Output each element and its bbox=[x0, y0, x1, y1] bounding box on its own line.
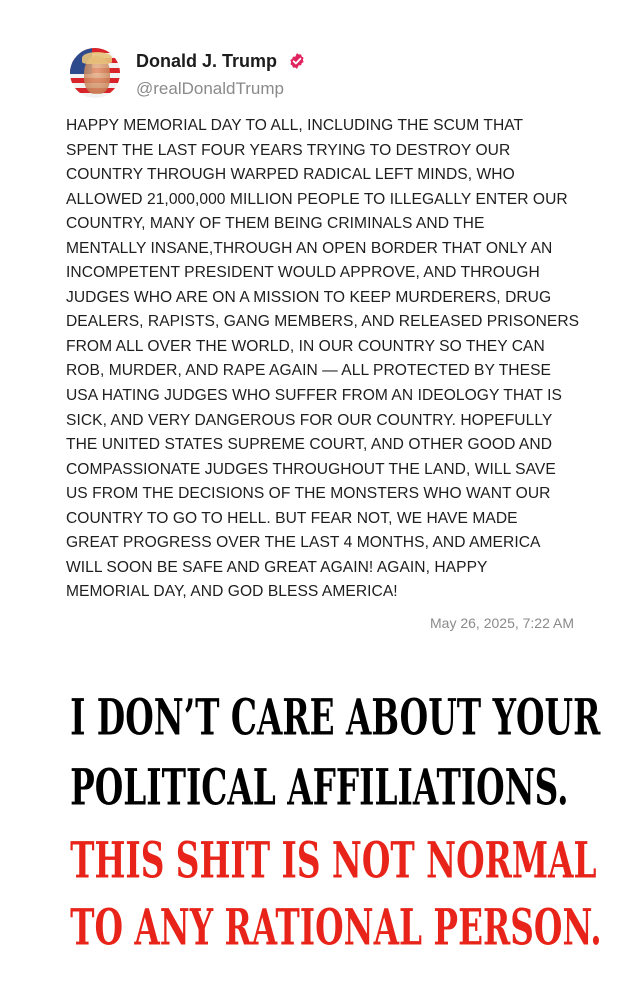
post-line: COUNTRY THROUGH WARPED RADICAL LEFT MINDS, WHO bbox=[66, 166, 515, 184]
caption-line-2: POLITICAL AFFILIATIONS. bbox=[70, 758, 569, 817]
avatar[interactable] bbox=[70, 48, 120, 98]
post-line: MENTALLY INSANE,THROUGH AN OPEN BORDER THAT ONLY AN bbox=[66, 239, 553, 257]
post-timestamp[interactable]: May 26, 2025, 7:22 AM bbox=[430, 615, 574, 631]
post-line: ROB, MURDER, AND RAPE AGAIN — ALL PROTECTED BY THESE bbox=[66, 362, 551, 380]
post-line: COUNTRY TO GO TO HELL. BUT FEAR NOT, WE HAVE MADE bbox=[66, 509, 518, 527]
author-name-row[interactable] bbox=[136, 50, 306, 72]
post-line: JUDGES WHO ARE ON A MISSION TO KEEP MURDERERS, DRUG bbox=[66, 288, 552, 306]
caption-line-3: THIS SHIT IS NOT NORMAL bbox=[70, 831, 597, 890]
avatar-hair bbox=[82, 52, 112, 64]
post-line: DEALERS, RAPISTS, GANG MEMBERS, AND RELEASED PRISONERS bbox=[66, 313, 580, 331]
post-body bbox=[66, 114, 586, 605]
post-line: GREAT PROGRESS OVER THE LAST 4 MONTHS, AND AMERICA bbox=[66, 534, 541, 552]
post-line: FROM ALL OVER THE WORLD, IN OUR COUNTRY SO THEY CAN bbox=[66, 337, 545, 355]
caption-line-1: I DON’T CARE ABOUT YOUR bbox=[70, 688, 601, 747]
post-line: COMPASSIONATE JUDGES THROUGHOUT THE LAND, WILL SAVE bbox=[66, 460, 556, 478]
caption-line-4: TO ANY RATIONAL PERSON. bbox=[70, 898, 602, 957]
post-line: WILL SOON BE SAFE AND GREAT AGAIN! AGAIN, HAPPY bbox=[66, 558, 488, 576]
author-handle[interactable]: @realDonaldTrump bbox=[136, 79, 284, 98]
post-line: INCOMPETENT PRESIDENT WOULD APPROVE, AND THROUGH bbox=[66, 264, 540, 282]
post-line: US FROM THE DECISIONS OF THE MONSTERS WHO WANT OUR bbox=[66, 485, 551, 503]
post-line: MEMORIAL DAY, AND GOD BLESS AMERICA! bbox=[66, 583, 398, 601]
author-name[interactable]: Donald J. Trump bbox=[136, 51, 278, 71]
post-line: THE UNITED STATES SUPREME COURT, AND OTHER GOOD AND bbox=[66, 436, 553, 454]
post-line: USA HATING JUDGES WHO SUFFER FROM AN IDEOLOGY THAT IS bbox=[66, 387, 562, 405]
post-line: HAPPY MEMORIAL DAY TO ALL, INCLUDING THE SCUM THAT bbox=[66, 117, 524, 134]
post-line: SICK, AND VERY DANGEROUS FOR OUR COUNTRY. HOPEFULLY bbox=[66, 411, 553, 429]
post-line: SPENT THE LAST FOUR YEARS TRYING TO DESTROY OUR bbox=[66, 141, 511, 159]
verified-badge-icon bbox=[288, 52, 306, 70]
post-line: COUNTRY, MANY OF THEM BEING CRIMINALS AND THE bbox=[66, 215, 485, 233]
post-line: ALLOWED 21,000,000 MILLION PEOPLE TO ILLEGALLY ENTER OUR bbox=[66, 190, 568, 208]
